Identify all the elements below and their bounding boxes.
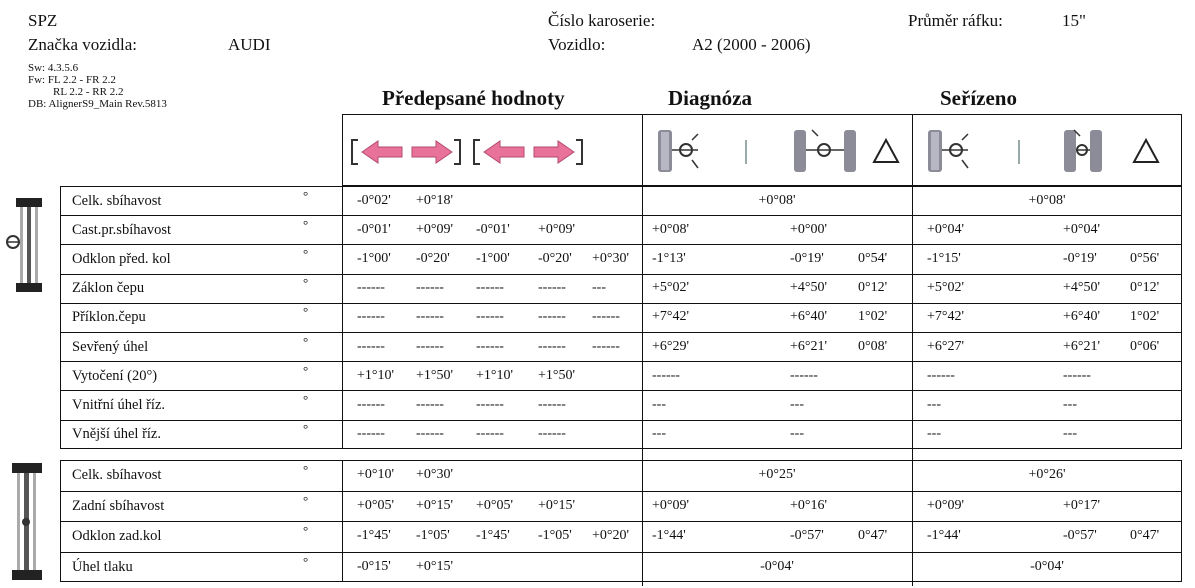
degree-unit: °: [303, 462, 309, 477]
prescribed-value: ------: [538, 426, 566, 441]
diagnosis-value: ---: [652, 397, 666, 412]
row-label: Zadní sbíhavost: [72, 498, 165, 514]
diagnosis-value: -1°44': [652, 528, 686, 543]
arrow-left-icon: [362, 141, 402, 163]
row-label: Cast.pr.sbíhavost: [72, 222, 172, 238]
diagnosis-value: 0°47': [858, 528, 888, 543]
prescribed-arrows: [350, 136, 590, 168]
diagnosis-value: +0°25': [758, 467, 796, 482]
prescribed-value: +1°10': [357, 368, 395, 383]
adjusted-value: -0°04': [1030, 559, 1064, 574]
row-divider: [60, 420, 1182, 421]
prescribed-value: ------: [416, 309, 444, 324]
diagnosis-value: ---: [790, 397, 804, 412]
divider-icon: [745, 140, 747, 164]
row-divider: [60, 332, 1182, 333]
prescribed-value: +0°18': [416, 193, 454, 208]
row-divider: [60, 303, 1182, 304]
prescribed-value: ------: [538, 339, 566, 354]
prescribed-value: ------: [357, 397, 385, 412]
section-diagnosis: Diagnóza: [668, 86, 752, 110]
left-wheel-icon: [928, 130, 968, 172]
adjusted-icons: [922, 126, 1172, 176]
vehicle-value: A2 (2000 - 2006): [692, 35, 811, 54]
prescribed-value: -0°15': [357, 559, 391, 574]
diagnosis-value: 0°54': [858, 251, 888, 266]
prescribed-value: ------: [476, 280, 504, 295]
row-divider: [60, 361, 1182, 362]
diagnosis-value: -1°13': [652, 251, 686, 266]
prescribed-value: +0°20': [592, 528, 630, 543]
adjusted-value: 0°56': [1130, 251, 1160, 266]
prescribed-value: -1°05': [538, 528, 572, 543]
prescribed-value: -0°02': [357, 193, 391, 208]
prescribed-value: -1°45': [476, 528, 510, 543]
adjusted-value: +0°04': [1063, 222, 1101, 237]
row-divider: [60, 274, 1182, 275]
degree-unit: °: [303, 554, 309, 569]
diagnosis-value: +0°08': [652, 222, 690, 237]
prescribed-value: ------: [476, 426, 504, 441]
adjusted-value: -1°15': [927, 251, 961, 266]
prescribed-value: +0°05': [357, 498, 395, 513]
diagnosis-value: +6°29': [652, 339, 690, 354]
arrow-left-icon: [484, 141, 524, 163]
diagnosis-value: -0°57': [790, 528, 824, 543]
right-wheel-icon: [1064, 130, 1102, 172]
adjusted-value: 0°06': [1130, 339, 1160, 354]
adjusted-value: +6°40': [1063, 309, 1101, 324]
prescribed-value: ---: [592, 280, 606, 295]
adjusted-value: +7°42': [927, 309, 965, 324]
adjusted-value: -0°57': [1063, 528, 1097, 543]
bracket-open-icon: [352, 140, 358, 164]
adjusted-value: +6°27': [927, 339, 965, 354]
prescribed-value: +0°09': [538, 222, 576, 237]
row-divider: [60, 390, 1182, 391]
prescribed-value: -0°20': [538, 251, 572, 266]
right-wheel-icon: [794, 130, 856, 172]
rear-axle-icon: [4, 462, 50, 582]
prescribed-value: +1°50': [538, 368, 576, 383]
front-axle-icon: [6, 196, 52, 294]
degree-unit: °: [303, 421, 309, 436]
prescribed-value: ------: [538, 397, 566, 412]
row-label: Celk. sbíhavost: [72, 467, 162, 483]
prescribed-value: +0°15': [538, 498, 576, 513]
degree-unit: °: [303, 188, 309, 203]
section-prescribed: Předepsané hodnoty: [382, 86, 565, 110]
diagnosis-value: +0°16': [790, 498, 828, 513]
row-divider: [60, 244, 1182, 245]
diagnosis-value: ------: [790, 368, 818, 383]
adjusted-value: ---: [1063, 397, 1077, 412]
row-label: Příklon.čepu: [72, 309, 146, 325]
degree-unit: °: [303, 304, 309, 319]
row-divider: [60, 552, 1182, 553]
row-label: Vytočení (20°): [72, 368, 158, 384]
divider-icon: [1018, 140, 1020, 164]
degree-unit: °: [303, 246, 309, 261]
left-wheel-icon: [658, 130, 698, 172]
adjusted-value: 0°47': [1130, 528, 1160, 543]
degree-unit: °: [303, 275, 309, 290]
row-label: Sevřený úhel: [72, 339, 149, 355]
prescribed-value: ------: [592, 309, 620, 324]
diagnosis-value: 0°08': [858, 339, 888, 354]
diagnosis-icons: [652, 126, 902, 176]
rim-label: Průměr ráfku:: [908, 11, 1003, 30]
prescribed-value: ------: [357, 309, 385, 324]
delta-icon: [874, 140, 898, 162]
prescribed-value: +0°05': [476, 498, 514, 513]
diagnosis-value: 1°02': [858, 309, 888, 324]
arrow-right-icon: [412, 141, 452, 163]
row-label: Vnitřní úhel říz.: [72, 397, 166, 413]
adjusted-value: +0°04': [927, 222, 965, 237]
front-table: [60, 186, 1182, 449]
bracket-close-icon: [454, 140, 460, 164]
adjusted-value: +5°02': [927, 280, 965, 295]
prescribed-value: +0°30': [592, 251, 630, 266]
fw-version-rear: RL 2.2 - RR 2.2: [53, 86, 124, 98]
prescribed-value: ------: [357, 426, 385, 441]
prescribed-value: -1°05': [416, 528, 450, 543]
fw-version-front: Fw: FL 2.2 - FR 2.2: [28, 74, 116, 86]
prescribed-value: -0°01': [476, 222, 510, 237]
adjusted-value: +0°26': [1028, 467, 1066, 482]
row-divider: [60, 521, 1182, 522]
adjusted-value: +0°08': [1028, 193, 1066, 208]
arrow-right-icon: [534, 141, 574, 163]
diagnosis-value: +7°42': [652, 309, 690, 324]
db-version: DB: AlignerS9_Main Rev.5813: [28, 98, 167, 110]
diagnosis-value: +0°00': [790, 222, 828, 237]
prescribed-value: +0°10': [357, 467, 395, 482]
prescribed-value: ------: [476, 397, 504, 412]
diagnosis-value: +6°40': [790, 309, 828, 324]
diagnosis-value: +6°21': [790, 339, 828, 354]
spz-label: SPZ: [28, 11, 58, 30]
rim-value: 15": [1062, 11, 1086, 30]
prescribed-value: -0°01': [357, 222, 391, 237]
prescribed-value: +1°10': [476, 368, 514, 383]
prescribed-value: ------: [592, 339, 620, 354]
adjusted-value: ------: [1063, 368, 1091, 383]
adjusted-value: +0°09': [927, 498, 965, 513]
row-label: Vnější úhel říz.: [72, 426, 161, 442]
adjusted-value: 0°12': [1130, 280, 1160, 295]
adjusted-value: ---: [1063, 426, 1077, 441]
prescribed-value: ------: [416, 280, 444, 295]
diagnosis-value: -0°19': [790, 251, 824, 266]
prescribed-value: ------: [538, 280, 566, 295]
vehicle-label: Vozidlo:: [548, 35, 606, 54]
adjusted-value: -1°44': [927, 528, 961, 543]
degree-unit: °: [303, 363, 309, 378]
diagnosis-value: +5°02': [652, 280, 690, 295]
brand-value: AUDI: [228, 35, 271, 54]
degree-unit: °: [303, 523, 309, 538]
delta-icon: [1134, 140, 1158, 162]
prescribed-value: +0°15': [416, 559, 454, 574]
prescribed-value: -1°00': [476, 251, 510, 266]
prescribed-value: -1°45': [357, 528, 391, 543]
diagnosis-value: ---: [652, 426, 666, 441]
adjusted-value: ------: [927, 368, 955, 383]
prescribed-value: ------: [416, 339, 444, 354]
diagnosis-value: +0°09': [652, 498, 690, 513]
bracket-open-icon: [474, 140, 480, 164]
row-divider: [60, 215, 1182, 216]
brand-label: Značka vozidla:: [28, 35, 138, 54]
adjusted-value: ---: [927, 426, 941, 441]
prescribed-value: ------: [416, 426, 444, 441]
degree-unit: °: [303, 334, 309, 349]
row-label: Záklon čepu: [72, 280, 145, 296]
degree-unit: °: [303, 392, 309, 407]
prescribed-value: ------: [476, 339, 504, 354]
prescribed-value: -1°00': [357, 251, 391, 266]
prescribed-value: ------: [416, 397, 444, 412]
prescribed-value: ------: [357, 339, 385, 354]
diagnosis-value: 0°12': [858, 280, 888, 295]
row-label: Úhel tlaku: [72, 559, 133, 575]
degree-unit: °: [303, 217, 309, 232]
adjusted-value: -0°19': [1063, 251, 1097, 266]
bracket-close-icon: [576, 140, 582, 164]
adjusted-value: 1°02': [1130, 309, 1160, 324]
section-adjusted: Seřízeno: [940, 86, 1017, 110]
diagnosis-value: +0°08': [758, 193, 796, 208]
body-number-label: Číslo karoserie:: [548, 11, 656, 30]
prescribed-value: +0°09': [416, 222, 454, 237]
row-label: Odklon před. kol: [72, 251, 171, 267]
sw-version: Sw: 4.3.5.6: [28, 62, 79, 74]
diagnosis-value: ------: [652, 368, 680, 383]
adjusted-value: +0°17': [1063, 498, 1101, 513]
diagnosis-value: ---: [790, 426, 804, 441]
adjusted-value: ---: [927, 397, 941, 412]
adjusted-value: +6°21': [1063, 339, 1101, 354]
row-label: Odklon zad.kol: [72, 528, 162, 544]
prescribed-value: -0°20': [416, 251, 450, 266]
row-label: Celk. sbíhavost: [72, 193, 162, 209]
diagnosis-value: +4°50': [790, 280, 828, 295]
prescribed-value: +0°30': [416, 467, 454, 482]
prescribed-value: ------: [476, 309, 504, 324]
adjusted-value: +4°50': [1063, 280, 1101, 295]
prescribed-value: ------: [538, 309, 566, 324]
prescribed-value: +0°15': [416, 498, 454, 513]
prescribed-value: ------: [357, 280, 385, 295]
degree-unit: °: [303, 493, 309, 508]
prescribed-value: +1°50': [416, 368, 454, 383]
diagnosis-value: -0°04': [760, 559, 794, 574]
row-divider: [60, 491, 1182, 492]
